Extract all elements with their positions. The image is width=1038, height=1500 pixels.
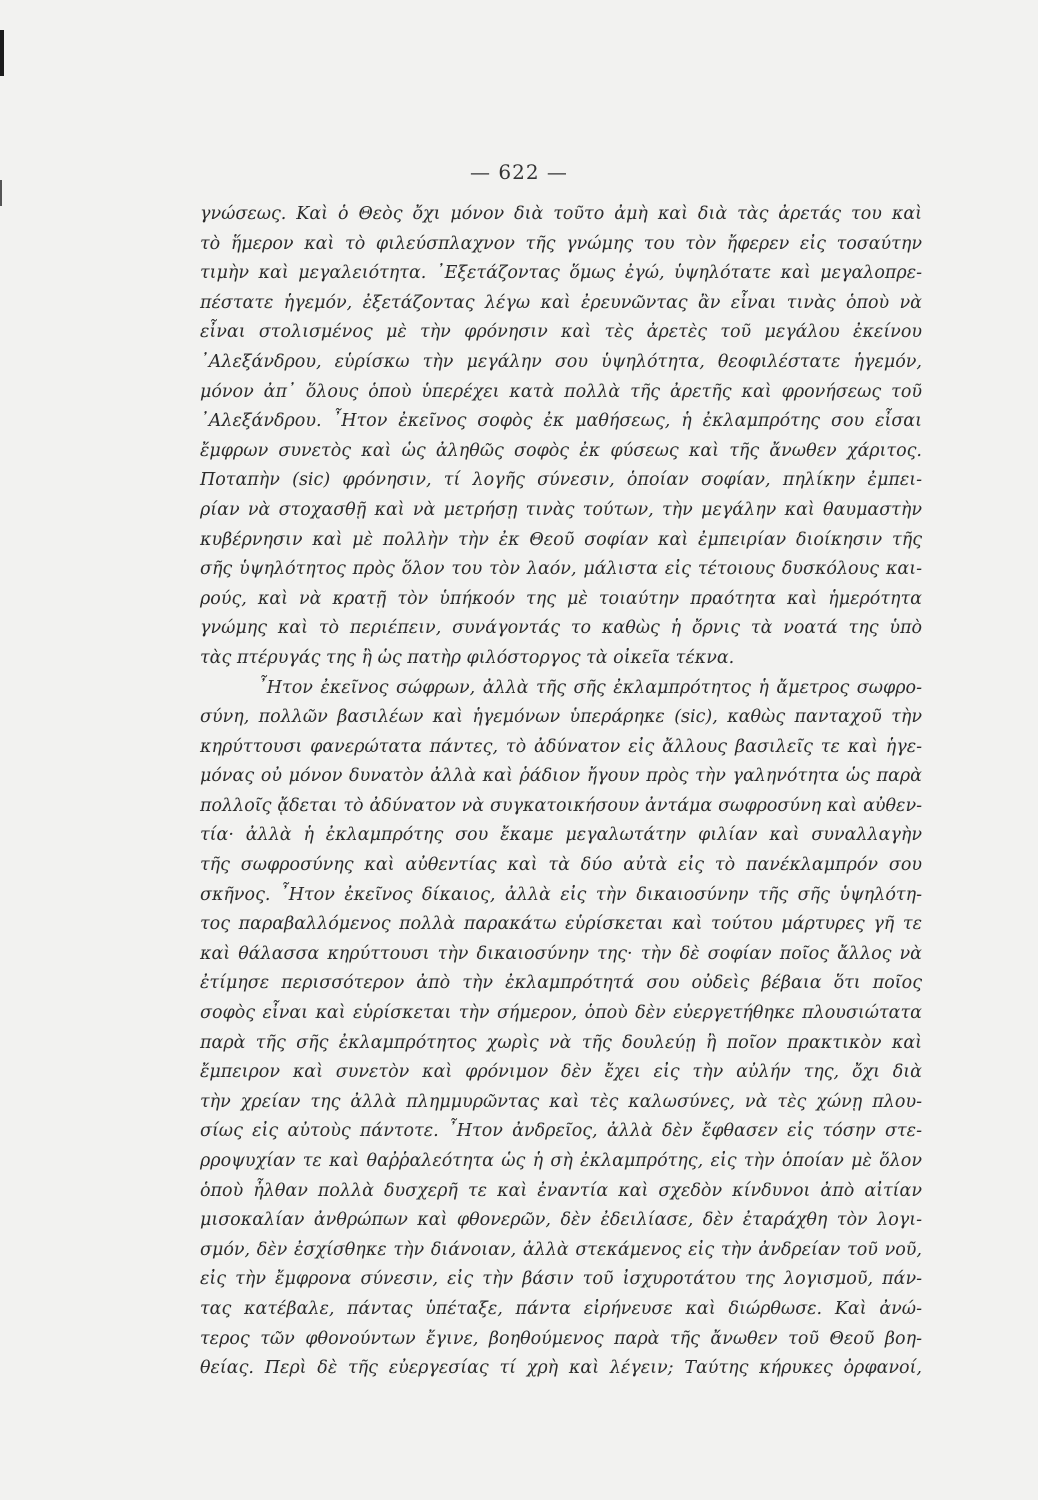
text-line: τὰς πτέρυγάς της ἢ ὡς πατὴρ φιλόστοργος τὰ οἰκεῖα τέκνα. bbox=[200, 647, 735, 668]
text-line: ρούς, καὶ νὰ κρατῇ τὸν ὑπήκοόν της μὲ τοιαύτην πραότητα καὶ ἡμερότητα bbox=[200, 588, 922, 609]
text-line: σκῆνος. ῏Ητον ἐκεῖνος δίκαιος, ἀλλὰ εἰς τὴν δικαιοσύνην τῆς σῆς ὑψηλότη- bbox=[200, 884, 922, 905]
text-line: εἰς τὴν ἔμφρονα σύνεσιν, εἰς τὴν βάσιν τοῦ ἰσχυροτάτου της λογισμοῦ, πάν- bbox=[200, 1269, 922, 1290]
text-line: σῆς ὑψηλότητος πρὸς ὅλον του τὸν λαόν, μάλιστα εἰς τέτοιους δυσκόλους και- bbox=[200, 559, 922, 580]
text-line: τιμὴν καὶ μεγαλειότητα. ᾿Εξετάζοντας ὅμως ἐγώ, ὑψηλότατε καὶ μεγαλοπρε- bbox=[200, 263, 922, 284]
text-line: μόνον ἀπ᾿ ὅλους ὁποὺ ὑπερέχει κατὰ πολλὰ τῆς ἀρετῆς καὶ φρονήσεως τοῦ bbox=[200, 381, 922, 402]
text-line: σίως εἰς αὐτοὺς πάντοτε. ῏Ητον ἀνδρεῖος, ἀλλὰ δὲν ἔφθασεν εἰς τόσην στε- bbox=[200, 1121, 922, 1142]
text-line: τὴν χρείαν της ἀλλὰ πλημμυρῶντας καὶ τὲς καλωσύνες, νὰ τὲς χώνῃ πλου- bbox=[200, 1091, 922, 1112]
text-line: εἶναι στολισμένος μὲ τὴν φρόνησιν καὶ τὲς ἀρετὲς τοῦ μεγάλου ἐκείνου bbox=[200, 322, 922, 343]
scan-edge-mark bbox=[0, 30, 4, 76]
text-line: μισοκαλίαν ἀνθρώπων καὶ φθονερῶν, δὲν ἐδειλίασε, δὲν ἐταράχθη τὸν λογι- bbox=[200, 1210, 922, 1231]
text-line: κυβέρνησιν καὶ μὲ πολλὴν τὴν ἐκ Θεοῦ σοφίαν καὶ ἐμπειρίαν διοίκησιν τῆς bbox=[200, 529, 922, 550]
text-line: ρίαν νὰ στοχασθῇ καὶ νὰ μετρήσῃ τινὰς τούτων, τὴν μεγάλην καὶ θαυμαστὴν bbox=[200, 499, 922, 520]
text-line: ἐτίμησε περισσότερον ἀπὸ τὴν ἐκλαμπρότητά σου οὐδεὶς βέβαια ὅτι ποῖος bbox=[200, 973, 922, 994]
text-line: τας κατέβαλε, πάντας ὑπέταξε, πάντα εἰρήνευσε καὶ διώρθωσε. Καὶ ἀνώ- bbox=[200, 1298, 922, 1319]
text-line: γνώσεως. Καὶ ὁ Θεὸς ὄχι μόνον διὰ τοῦτο ἀμὴ καὶ διὰ τὰς ἀρετάς του καὶ bbox=[200, 204, 922, 224]
body-text bbox=[200, 200, 922, 1384]
text-line: παρὰ τῆς σῆς ἐκλαμπρότητος χωρὶς νὰ τῆς δουλεύῃ ἢ ποῖον πρακτικὸν καὶ bbox=[200, 1032, 922, 1053]
text-line: ὁποὺ ἦλθαν πολλὰ δυσχερῆ τε καὶ ἐναντία καὶ σχεδὸν κίνδυνοι ἀπὸ αἰτίαν bbox=[200, 1180, 922, 1201]
text-line: σοφὸς εἶναι καὶ εὑρίσκεται τὴν σήμερον, ὁποὺ δὲν εὐεργετήθηκε πλουσιώτατα bbox=[200, 1003, 922, 1024]
text-line: ἔμπειρον καὶ συνετὸν καὶ φρόνιμον δὲν ἔχει εἰς τὴν αὐλήν της, ὄχι διὰ bbox=[200, 1062, 922, 1083]
text-line: θείας. Περὶ δὲ τῆς εὐεργεσίας τί χρὴ καὶ λέγειν; Ταύτης κήρυκες ὀρφανοί, bbox=[200, 1358, 922, 1379]
text-line: κηρύττουσι φανερώτατα πάντες, τὸ ἀδύνατον εἰς ἄλλους βασιλεῖς τε καὶ ἡγε- bbox=[200, 736, 922, 757]
text-line: τος παραβαλλόμενος πολλὰ παρακάτω εὑρίσκεται καὶ τούτου μάρτυρες γῆ τε bbox=[200, 914, 922, 935]
text-line: ρροψυχίαν τε καὶ θαῤῥαλεότητα ὡς ἡ σὴ ἐκλαμπρότης, εἰς τὴν ὁποίαν μὲ ὅλον bbox=[200, 1151, 922, 1171]
text-line: τῆς σωφροσύνης καὶ αὐθεντίας καὶ τὰ δύο αὐτὰ εἰς τὸ πανέκλαμπρόν σου bbox=[200, 855, 922, 876]
text-line: πολλοῖς ᾄδεται τὸ ἀδύνατον νὰ συγκατοικήσουν ἀντάμα σωφροσύνη καὶ αὐθεν- bbox=[200, 795, 922, 816]
text-line: πέστατε ἡγεμόν, ἐξετάζοντας λέγω καὶ ἐρευνῶντας ἂν εἶναι τινὰς ὁποὺ νὰ bbox=[200, 292, 922, 313]
text-line: ᾿Αλεξάνδρου, εὑρίσκω τὴν μεγάλην σου ὑψηλότητα, θεοφιλέστατε ἡγεμόν, bbox=[200, 351, 922, 372]
text-line: γνώμης καὶ τὸ περιέπειν, συνάγοντάς το καθὼς ἡ ὄρνις τὰ νοατά της ὑπὸ bbox=[200, 618, 922, 639]
text-line: σμόν, δὲν ἐσχίσθηκε τὴν διάνοιαν, ἀλλὰ στεκάμενος εἰς τὴν ἀνδρείαν τοῦ νοῦ, bbox=[200, 1239, 922, 1260]
text-line: καὶ θάλασσα κηρύττουσι τὴν δικαιοσύνην της· τὴν δὲ σοφίαν ποῖος ἄλλος νὰ bbox=[200, 943, 922, 964]
text-line: ῏Ητον ἐκεῖνος σώφρων, ἀλλὰ τῆς σῆς ἐκλαμπρότητος ἡ ἄμετρος σωφρο- bbox=[258, 677, 922, 698]
text-line: τία· ἀλλὰ ἡ ἐκλαμπρότης σου ἔκαμε μεγαλωτάτην φιλίαν καὶ συναλλαγὴν bbox=[200, 825, 922, 846]
text-line: ᾿Αλεξάνδρου. ῏Ητον ἐκεῖνος σοφὸς ἐκ μαθήσεως, ἡ ἐκλαμπρότης σου εἶσαι bbox=[200, 411, 922, 432]
text-line: μόνας οὐ μόνον δυνατὸν ἀλλὰ καὶ ῥάδιον ἤγουν πρὸς τὴν γαληνότητα ὡς παρὰ bbox=[200, 766, 922, 787]
page-number: — 622 — bbox=[470, 160, 568, 184]
text-line: τὸ ἥμερον καὶ τὸ φιλεύσπλαχνον τῆς γνώμης του τὸν ἤφερεν εἰς τοσαύτην bbox=[200, 233, 922, 254]
text-line: σύνη, πολλῶν βασιλέων καὶ ἡγεμόνων ὑπεράρηκε (sic), καθὼς πανταχοῦ τὴν bbox=[200, 707, 922, 728]
text-line: ἔμφρων συνετὸς καὶ ὡς ἀληθῶς σοφὸς ἐκ φύσεως καὶ τῆς ἄνωθεν χάριτος. bbox=[200, 440, 922, 461]
text-line: τερος τῶν φθονούντων ἔγινε, βοηθούμενος παρὰ τῆς ἄνωθεν τοῦ Θεοῦ βοη- bbox=[200, 1328, 922, 1349]
text-line: Ποταπὴν (sic) φρόνησιν, τί λογῆς σύνεσιν, ὁποίαν σοφίαν, πηλίκην ἐμπει- bbox=[200, 470, 922, 491]
